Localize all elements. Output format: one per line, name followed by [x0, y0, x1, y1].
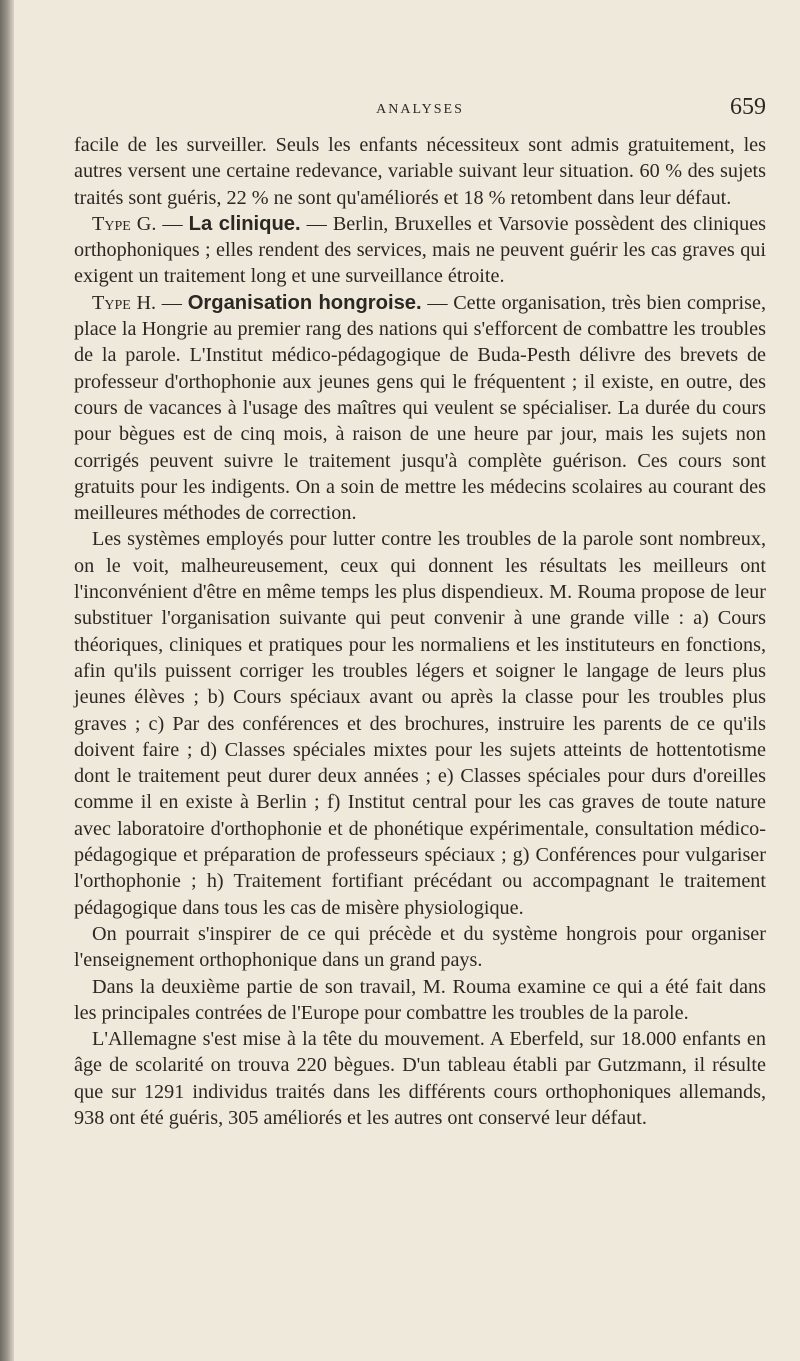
section-heading: La clinique. — [188, 212, 301, 235]
book-spine-shadow — [0, 0, 14, 1361]
running-title: ANALYSES — [376, 102, 464, 117]
section-heading: Organisation hongroise. — [187, 291, 422, 314]
document-page — [74, 92, 766, 1131]
type-label: Type H. — [92, 291, 157, 314]
paragraph-type-g: Type G. — La clinique. — Berlin, Bruxelles et Varsovie possèdent des cliniques orthophoniques ; elles rendent des services, mais ne peuvent guérir les cas graves qui exigent un traitement long et une surveillance étroite. — [74, 212, 767, 288]
paragraph-text: Cette organisation, très bien comprise, place la Hongrie au premier rang des nations qui s'efforcent de combattre les troubles de la parole. L'Institut médico-pédagogique de Buda-Pesth délivre des brevets de professeur d'orthophonie aux jeunes gens qui le fréquentent ; il existe, en outre, des cours de vacances à l'usage des maîtres qui veulent se spécialiser. La durée du cours pour bègues est de cinq mois, à raison de une heure par jour, mais les sujets non corrigés peuvent suivre le traitement jusqu'à complète guérison. Ces cours sont gratuits pour les indigents. On a soin de mettre les médecins scolaires au courant des meilleures méthodes de correction. — [74, 291, 767, 525]
paragraph-continuation: facile de les surveiller. Seuls les enfants nécessiteux sont admis gratuitement, les autres versent une certaine redevance, variable suivant leur situation. 60 % des sujets traités sont guéris, 22 % ne sont qu'améliorés et 18 % retombent dans leur défaut. — [74, 134, 766, 209]
paragraph-germany: L'Allemagne s'est mise à la tête du mouvement. A Eberfeld, sur 18.000 enfants en âge de scolarité on trouva 220 bègues. D'un tableau établi par Gutzmann, il résulte que sur 1291 individus traités dans les différents cours orthophoniques allemands, 938 ont été guéris, 305 améliorés et les autres ont conservé leur défaut. — [74, 1028, 766, 1129]
paragraph-type-h: Type H. — Organisation hongroise. — Cette organisation, très bien comprise, place la Hongrie au premier rang des nations qui s'efforcent de combattre les troubles de la parole. L'Institut médico-pédagogique de Buda-Pesth délivre des brevets de professeur d'orthophonie aux jeunes gens qui le fréquentent ; il existe, en outre, des cours de vacances à l'usage des maîtres qui veulent se spécialiser. La durée du cours pour bègues est de cinq mois, à raison de une heure par jour, mais les sujets non corrigés peuvent suivre le traitement jusqu'à complète guérison. Ces cours sont gratuits pour les indigents. On a soin de mettre les médecins scolaires au courant des meilleures méthodes de correction. — [74, 291, 767, 525]
paragraph-text: Berlin, Bruxelles et Varsovie possèdent des cliniques orthophoniques ; elles rendent des services, mais ne peuvent guérir les cas graves qui exigent un traitement long et une surveillance étroite. — [74, 212, 767, 288]
page-number: 659 — [730, 94, 766, 120]
paragraph-second-part: Dans la deuxième partie de son travail, M. Rouma examine ce qui a été fait dans les principales contrées de l'Europe pour combattre les troubles de la parole. — [74, 975, 766, 1024]
paragraph-inspiration: On pourrait s'inspirer de ce qui précède et du système hongrois pour organiser l'enseignement orthophonique dans un grand pays. — [74, 922, 766, 972]
paragraph-systems: Les systèmes employés pour lutter contre les troubles de la parole sont nombreux, on le voit, malheureusement, ceux qui donnent les résultats les meilleurs ont l'inconvénient d'être en même temps les plus dispendieux. M. Rouma propose de leur substituer l'organisation suivante qui peut convenir à une grande ville : a) Cours théoriques, cliniques et pratiques pour les normaliens et les instituteurs en fonctions, afin qu'ils puissent corriger les troubles légers et soigner le langage de leurs plus jeunes élèves ; b) Cours spéciaux avant ou après la classe pour les troubles plus graves ; c) Par des conférences et des brochures, instruire les parents de ce qu'ils doivent faire ; d) Classes spéciales mixtes pour les sujets atteints de hottentotisme dont le traitement peut durer deux années ; e) Classes spéciales pour durs d'oreilles comme il en existe à Berlin ; f) Institut central pour les cas graves de toute nature avec laboratoire d'orthophonie et de phonétique expérimentale, consultation médico-pédagogique et préparation de professeurs spéciaux ; g) Conférences pour vulgariser l'orthophonie ; h) Traitement fortifiant précédant ou accompagnant le traitement pédagogique dans tous les cas de misère physiologique. — [74, 528, 766, 919]
running-head — [74, 92, 766, 132]
type-label: Type G. — [92, 212, 157, 235]
body-text — [74, 132, 766, 1131]
